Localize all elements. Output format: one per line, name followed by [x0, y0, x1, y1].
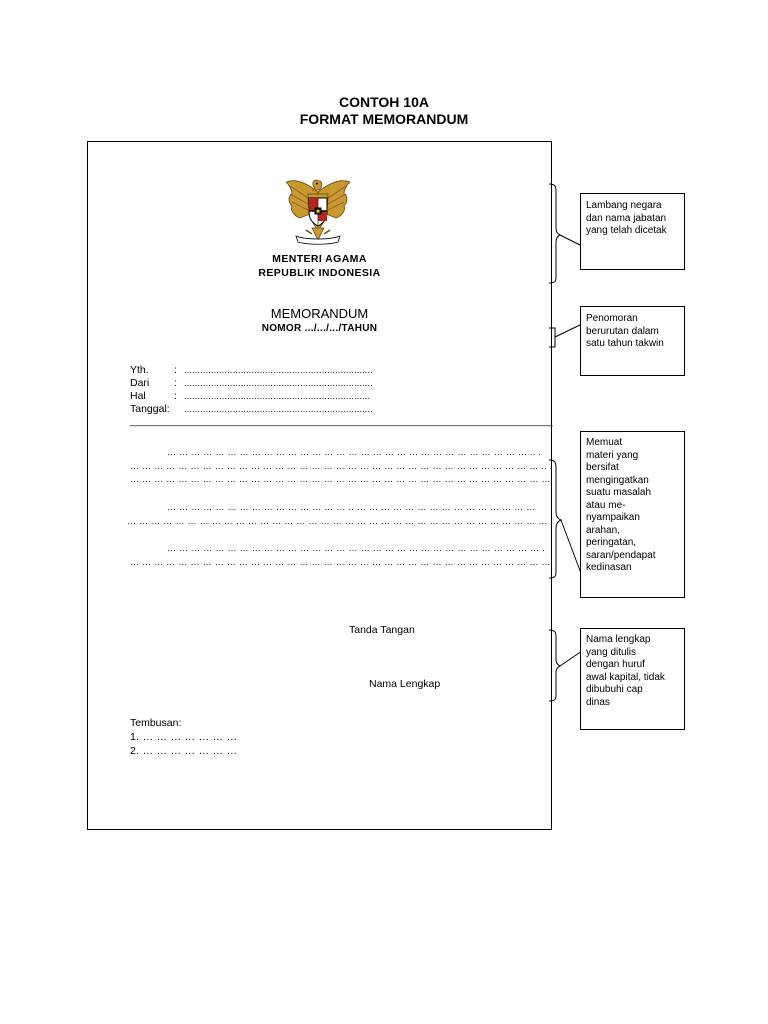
annotation-text: Penomoran berurutan dalam satu tahun takwin: [586, 313, 664, 349]
signature-label: Tanda Tangan: [349, 624, 415, 636]
field-label: Hal: [130, 390, 146, 402]
field-value: ......................................................................: [184, 378, 374, 388]
body-line: … … … … … … … … … … … … … … … … … … … … … … … … … … … … … … … .: [167, 543, 545, 553]
body-line: … … … … … … … … … … … … … … … .. … … … … … … … … … … … … … … …: [167, 502, 536, 512]
tembusan-label: Tembusan:: [130, 717, 182, 729]
body-line: … … … … … … … … … … … … … … … … … … … … … … … … … … … … … … .. .: [167, 447, 542, 457]
field-value: ......................................................................: [184, 365, 374, 375]
field-colon: :: [174, 364, 177, 376]
document-heading-line2: FORMAT MEMORANDUM: [299, 111, 469, 127]
field-label: Dari: [130, 377, 150, 389]
annotation-emblem: [580, 193, 685, 270]
annotation-full-name: [580, 628, 685, 730]
field-colon: :: [174, 377, 177, 389]
field-colon: :: [174, 390, 177, 402]
body-line: … … … … … … … … … … … … … … … … … … … … … … … … … … … … … … … … … … …: [130, 474, 551, 484]
annotation-text: Memuat materi yang bersifat mengingatkan suatu masalah atau me- nyampaikan arahan, peringatan, saran/pendapat kedinasan: [586, 437, 656, 573]
field-value: ......................................................................: [184, 404, 374, 414]
annotation-text: Lambang negara dan nama jabatan yang telah dicetak: [586, 200, 667, 236]
memo-title: MEMORANDUM: [270, 306, 369, 321]
annotation-content: [580, 431, 685, 598]
field-value: .....................................................................: [184, 391, 371, 401]
annotation-numbering: [580, 306, 685, 376]
body-line: … … … … … … … … … … … … … … … … … … … … … … … … … … … … … … … … … … … .: [127, 516, 554, 526]
field-label: Yth.: [130, 364, 149, 376]
tembusan-item-1: 1. … … … … … … …: [130, 731, 238, 743]
document-heading-line1: CONTOH 10A: [339, 94, 429, 110]
memo-number: NOMOR .../.../.../TAHUN: [261, 323, 378, 334]
letterhead-line2: REPUBLIK INDONESIA: [258, 267, 381, 279]
tembusan-item-2: 2. … … … … … … …: [130, 745, 238, 757]
field-label: Tanggal:: [130, 403, 170, 415]
annotation-text: Nama lengkap yang ditulis dengan huruf awal kapital, tidak dibubuhi cap dinas: [586, 634, 665, 708]
separator-rule: ____________________________________________________________________________: [130, 416, 553, 427]
body-line: … … … … … … … … … … … … … … … … … … … … … … … … … … … … … … … … … … …: [130, 557, 551, 567]
body-line: … … … … … … … … … … … … … … … … … … … … … … … … … … … … … … … … … … .. .: [130, 461, 553, 471]
full-name-label: Nama Lengkap: [369, 678, 441, 690]
letterhead-line1: MENTERI AGAMA: [272, 253, 367, 265]
